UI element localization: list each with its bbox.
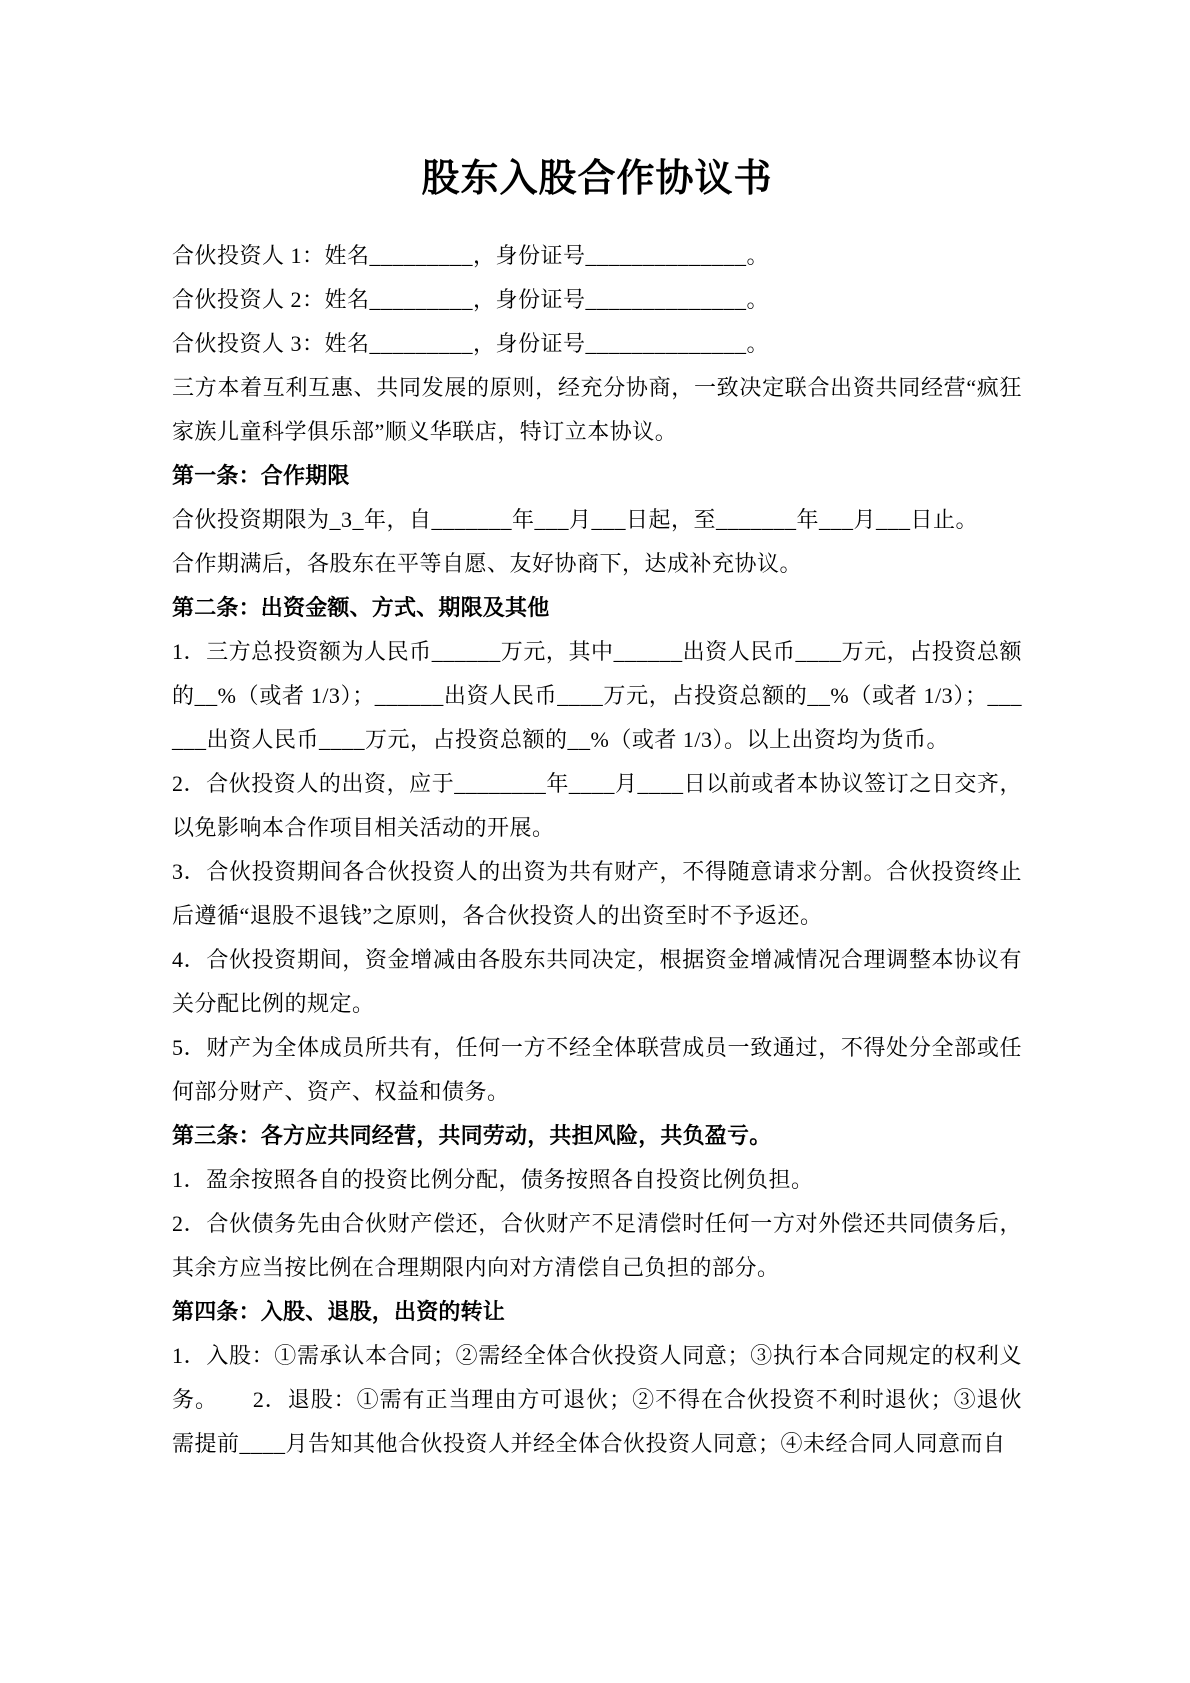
heading-article-3-joint-operation: 第三条：各方应共同经营，共同劳动，共担风险，共负盈亏。 [172, 1123, 772, 1148]
heading-article-4-share-transfer: 第四条：入股、退股，出资的转让 [172, 1299, 506, 1324]
paragraph-transfer-item-1: 1．入股：①需承认本合同；②需经全体合伙投资人同意；③执行本合同规定的权利义务。 2．退股：①需有正当理由方可退伙；②不得在合伙投资不利时退伙；③退伙需提前____月告知其他合伙投资人并经全体合伙投资人同意；④未经合同人同意而自 [172, 1343, 1022, 1456]
paragraph-investor-2: 合伙投资人 2：姓名_________，身份证号______________。 [172, 287, 770, 312]
paragraph-capital-item-1: 1．三方总投资额为人民币______万元，其中______出资人民币____万元，占投资总额的__%（或者 1/3）；______出资人民币____万元，占投资总额的__%（或者 1/3）；______出资人民币____万元，占投资总额的__%（或者 1/3）。以上出资均为货币。 [172, 639, 1022, 752]
paragraph-operation-item-2: 2．合伙债务先由合伙财产偿还，合伙财产不足清偿时任何一方对外偿还共同债务后，其余方应当按比例在合理期限内向对方清偿自己负担的部分。 [172, 1211, 1022, 1280]
paragraph-capital-item-5: 5．财产为全体成员所共有，任何一方不经全体联营成员一致通过，不得处分全部或任何部分财产、资产、权益和债务。 [172, 1035, 1022, 1104]
heading-article-1-cooperation-term: 第一条：合作期限 [172, 463, 350, 488]
paragraph-capital-item-4: 4．合伙投资期间，资金增减由各股东共同决定，根据资金增减情况合理调整本协议有关分配比例的规定。 [172, 947, 1022, 1016]
heading-article-2-capital-contribution: 第二条：出资金额、方式、期限及其他 [172, 595, 550, 620]
paragraph-operation-item-1: 1．盈余按照各自的投资比例分配，债务按照各自投资比例负担。 [172, 1167, 814, 1192]
paragraph-preamble: 三方本着互利互惠、共同发展的原则，经充分协商，一致决定联合出资共同经营“疯狂家族儿童科学俱乐部”顺义华联店，特订立本协议。 [172, 375, 1022, 444]
paragraph-term-renewal: 合作期满后，各股东在平等自愿、友好协商下，达成补充协议。 [172, 551, 803, 576]
paragraph-capital-item-2: 2．合伙投资人的出资，应于________年____月____日以前或者本协议签订之日交齐，以免影响本合作项目相关活动的开展。 [172, 771, 1022, 840]
paragraph-investor-1: 合伙投资人 1：姓名_________，身份证号______________。 [172, 243, 770, 268]
paragraph-investor-3: 合伙投资人 3：姓名_________，身份证号______________。 [172, 331, 770, 356]
paragraph-capital-item-3: 3．合伙投资期间各合伙投资人的出资为共有财产，不得随意请求分割。合伙投资终止后遵循“退股不退钱”之原则，各合伙投资人的出资至时不予返还。 [172, 859, 1022, 928]
document-title: 股东入股合作协议书 [421, 158, 773, 200]
paragraph-term-duration: 合伙投资期限为_3_年，自_______年___月___日起，至_______年___月___日止。 [172, 507, 979, 532]
